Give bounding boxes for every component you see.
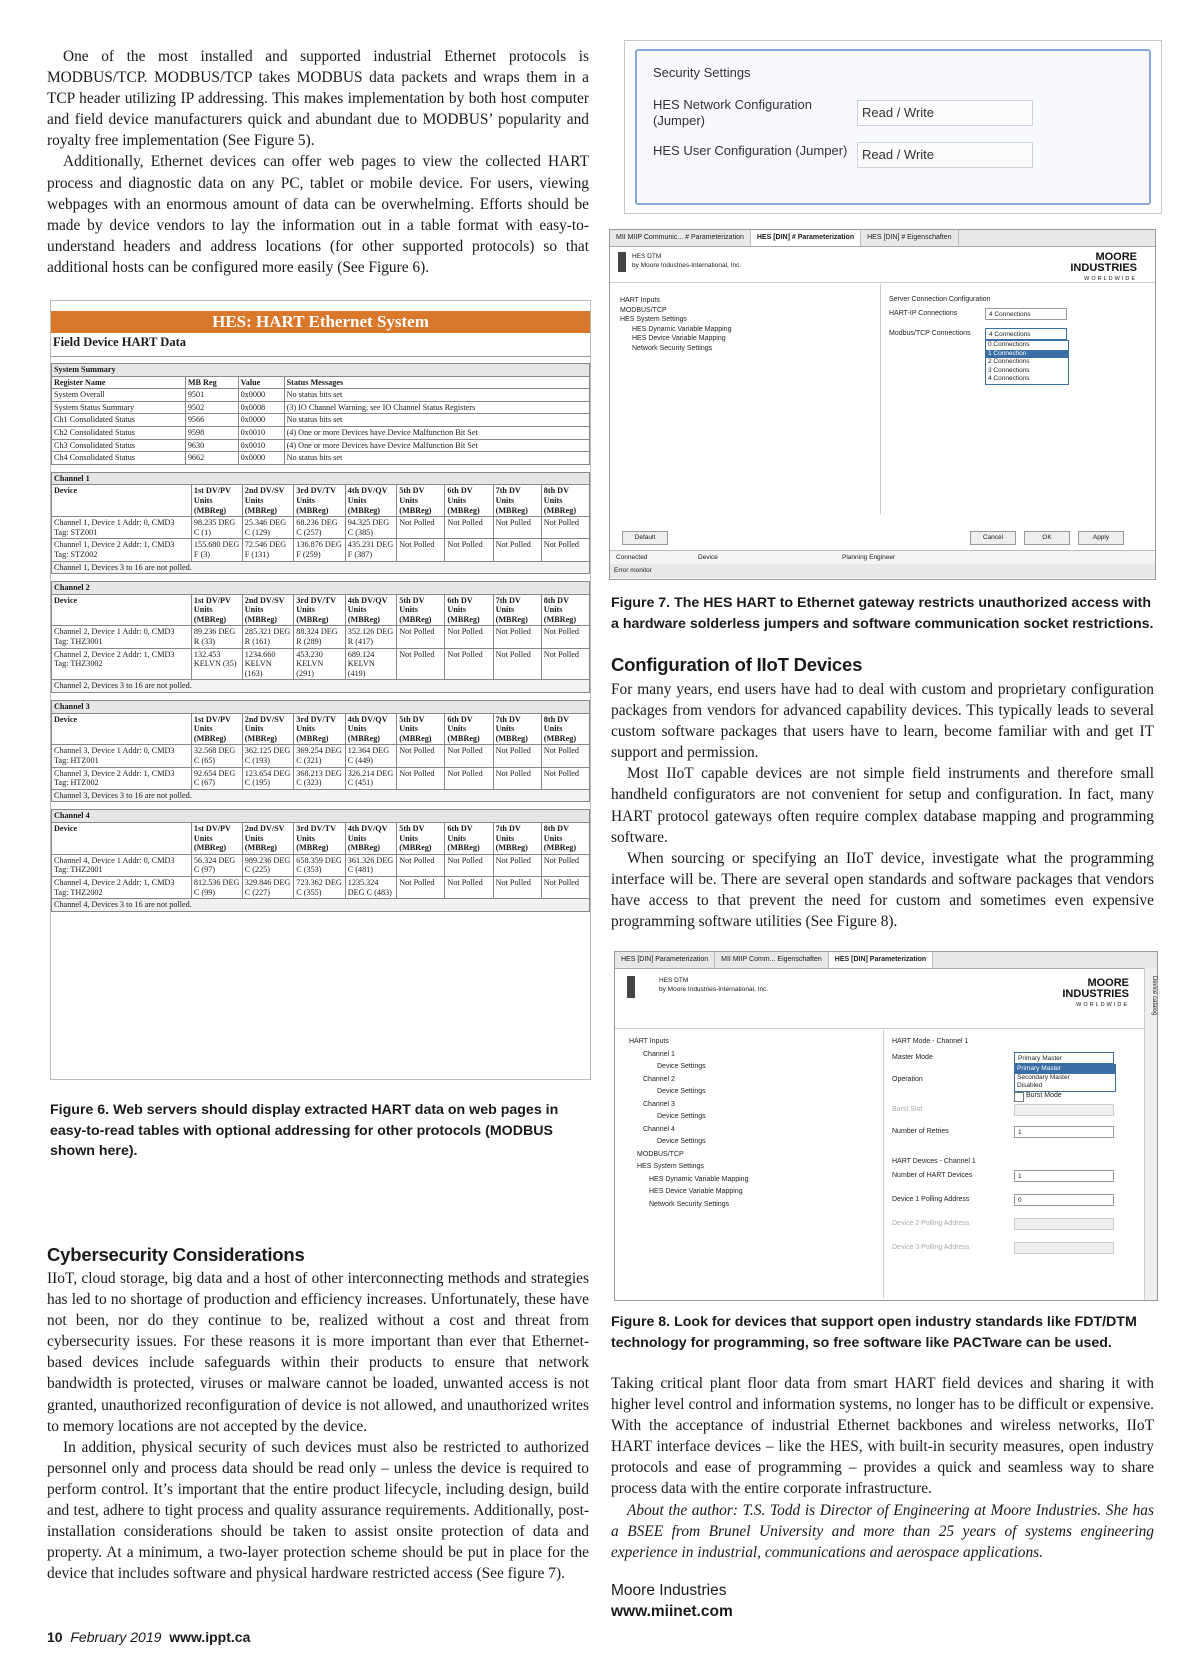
network-config-label: HES Network Configuration (Jumper): [653, 97, 812, 128]
apply-button[interactable]: Apply: [1078, 531, 1124, 545]
table-cell: Not Polled: [541, 539, 589, 561]
column-header: 8th DV Units (MBReg): [541, 822, 589, 854]
table-note: Channel 3, Devices 3 to 16 are not polled.: [52, 789, 590, 802]
table-cell: Not Polled: [397, 745, 445, 767]
tab-mii-eigenschaften[interactable]: MII MIIP Comm... Eigenschaften: [715, 952, 829, 968]
table-cell: 812.536 DEG C (99): [191, 876, 242, 898]
tree-item[interactable]: HES System Settings: [620, 316, 687, 324]
table-cell: System Status Summary: [52, 401, 186, 414]
tree-item[interactable]: HART Inputs: [620, 297, 660, 304]
poll2-input: [1014, 1218, 1114, 1230]
column-header: 3rd DV/TV Units (MBReg): [294, 822, 346, 854]
table-cell: 0x0010: [238, 439, 284, 452]
num-devices-label: Number of HART Devices: [892, 1172, 973, 1179]
error-monitor-bar[interactable]: Error monitor: [610, 564, 1155, 578]
table-cell: Not Polled: [445, 626, 493, 648]
paragraph: When sourcing or specifying an IIoT device, investigate what the programming interface will be. There are several open standards and software packages that vendors have access to that prevent the need for custom and sometimes even expensive programming software utilities (See Figure 8).: [611, 849, 1154, 931]
status-connected: Connected: [616, 554, 648, 561]
tab-bar: [615, 952, 1157, 969]
table-banner: HES: HART Ethernet System: [51, 311, 590, 333]
burst-slot-select: [1014, 1104, 1114, 1116]
table-cell: 9630: [185, 439, 238, 452]
table-cell: 362.125 DEG C (193): [242, 745, 294, 767]
table-cell: Ch2 Consolidated Status: [52, 426, 186, 439]
connections-dropdown[interactable]: [985, 340, 1069, 385]
paragraph: In addition, physical security of such devices must also be restricted to authorized personnel only and process data should be read only – unless the device is required to perform control. It’s important that the entire product lifecycle, including design, build and test, adhere to tight process and quality assurance requirements. Additionally, post-installation considerations should be taken to assist onsite protection of data and property. At a minimum, a two-layer protection scheme should be put in place for the device that includes software and physical hardware restricted access (See figure 7).: [47, 1438, 589, 1583]
poll3-input: [1014, 1242, 1114, 1254]
column-header: 1st DV/PV Units (MBReg): [191, 485, 242, 517]
tab-hes-parameterization[interactable]: HES [DIN] # Parameterization: [751, 230, 861, 246]
table-cell: Not Polled: [397, 626, 445, 648]
settings-pane: [880, 284, 1155, 514]
table-cell: Channel 1, Device 2 Addr: 1, CMD3 Tag: STZ002: [52, 539, 192, 561]
table-cell: 0x0008: [238, 401, 284, 414]
table-cell: 285.321 DEG R (161): [242, 626, 294, 648]
paragraph: Additionally, Ethernet devices can offer web pages to view the collected HART process and diagnostic data on any PC, tablet or mobile device. For users, viewing webpages with an enormous amount of data can be overwhelming. Efforts should be made by device vendors to lay the information out in a table format with easy-to-understand headers and address locations (for other supported protocols) so that additional hosts can be configured more easily (See Figure 6).: [47, 153, 589, 276]
caption-text: Figure 7. The HES HART to Ethernet gateway restricts unauthorized access with a hardware solderless jumpers and software communication socket restrictions.: [611, 595, 1154, 632]
column-header: Device: [52, 485, 192, 517]
tree-item[interactable]: Device Settings: [657, 1063, 706, 1070]
paragraph: Most IIoT capable devices are not simple field instruments and therefore small handheld configurators are not convenient for setup and configuration. In fact, many HART protocol gateways often require complex database mapping and programming software.: [611, 765, 1154, 846]
page-number: 10: [47, 1629, 63, 1645]
table-cell: System Overall: [52, 389, 186, 402]
tree-item[interactable]: HES Dynamic Variable Mapping: [632, 325, 732, 333]
table-cell: 88.324 DEG R (289): [294, 626, 346, 648]
column-header: Device: [52, 594, 192, 626]
burst-mode-label: Burst Mode: [1026, 1092, 1062, 1099]
poll2-label: Device 2 Polling Address: [892, 1220, 970, 1227]
section-title: Channel 1: [52, 472, 590, 485]
table-cell: Not Polled: [493, 876, 541, 898]
channel-table: [51, 809, 590, 911]
status-role: Planning Engineer: [842, 554, 896, 561]
tree-item[interactable]: HART Inputs: [629, 1038, 669, 1045]
column-header: 3rd DV/TV Units (MBReg): [294, 485, 346, 517]
num-devices-select[interactable]: 1: [1014, 1170, 1114, 1182]
column-header: 1st DV/PV Units (MBReg): [191, 713, 242, 745]
security-settings-panel: [635, 49, 1151, 205]
table-cell: 0x0010: [238, 426, 284, 439]
dtm-vendor: by Moore Industries-International, Inc.: [659, 986, 769, 993]
burst-mode-checkbox[interactable]: [1014, 1092, 1024, 1102]
table-cell: 326.214 DEG C (451): [345, 767, 397, 789]
dropdown-option[interactable]: Secondary Master: [1017, 1073, 1070, 1081]
settings-pane: [883, 1030, 1143, 1298]
column-header: 2nd DV/SV Units (MBReg): [242, 485, 294, 517]
table-note: Channel 1, Devices 3 to 16 are not polled.: [52, 561, 590, 574]
table-cell: 123.654 DEG C (195): [242, 767, 294, 789]
table-cell: 56.324 DEG C (97): [191, 854, 242, 876]
table-cell: Not Polled: [541, 854, 589, 876]
device-catalog-sidebar[interactable]: Device catalog: [1144, 968, 1157, 1300]
logo-line-3: WORLDWIDE: [1076, 1002, 1129, 1008]
channel-table: [51, 581, 590, 693]
table-cell: 9598: [185, 426, 238, 439]
status-bar: [610, 550, 1155, 565]
table-cell: 92.654 DEG C (67): [191, 767, 242, 789]
table-cell: 689.124 KELVN (419): [345, 648, 397, 680]
dropdown-option[interactable]: Primary Master: [1015, 1065, 1115, 1074]
table-row: [52, 426, 590, 439]
column-header: 2nd DV/SV Units (MBReg): [242, 822, 294, 854]
table-note: Channel 2, Devices 3 to 16 are not polled.: [52, 680, 590, 693]
table-row: [52, 517, 590, 539]
table-cell: Not Polled: [541, 648, 589, 680]
table-cell: Not Polled: [493, 626, 541, 648]
table-cell: 94.325 DEG C (385): [345, 517, 397, 539]
dtm-header: [659, 976, 768, 994]
column-header: 4th DV/QV Units (MBReg): [345, 713, 397, 745]
table-cell: Not Polled: [397, 854, 445, 876]
table-row: [52, 876, 590, 898]
table-row: [52, 626, 590, 648]
column-header: Device: [52, 713, 192, 745]
navigation-tree: [620, 296, 731, 354]
cancel-button[interactable]: Cancel: [970, 531, 1016, 545]
table-cell: 1235.324 DEG C (483): [345, 876, 397, 898]
company-website[interactable]: www.miinet.com: [611, 1602, 733, 1620]
column-header: 3rd DV/TV Units (MBReg): [294, 713, 346, 745]
table-note: Channel 4, Devices 3 to 16 are not polled.: [52, 899, 590, 912]
tab-hes-parameterization-active[interactable]: HES [DIN] Parameterization: [829, 952, 933, 968]
table-cell: Channel 3, Device 1 Addr: 0, CMD3 Tag: HTZ001: [52, 745, 192, 767]
table-cell: Ch3 Consolidated Status: [52, 439, 186, 452]
table-row: [52, 854, 590, 876]
paragraph: For many years, end users have had to deal with custom and proprietary configuration packages from vendors for advanced capability devices. This typically leads to several custom software packages that users have to learn, become familiar with and get IT support and permission.: [611, 681, 1154, 762]
company-info: [611, 1580, 1154, 1622]
table-cell: 25.346 DEG C (129): [242, 517, 294, 539]
column-header: 7th DV Units (MBReg): [493, 594, 541, 626]
system-summary-table: [51, 363, 590, 465]
table-cell: Not Polled: [493, 517, 541, 539]
column-header: 7th DV Units (MBReg): [493, 822, 541, 854]
table-cell: 989.236 DEG C (225): [242, 854, 294, 876]
column-header: 8th DV Units (MBReg): [541, 713, 589, 745]
table-cell: No status bits set: [284, 414, 589, 427]
paragraph: IIoT, cloud storage, big data and a host of other interconnecting methods and strategies has led to no shortage of production and efficiency increases. Unfortunately, these have not been, nor do they continue to be, realized without a cost and threat from cybersecurity issues. For these reasons it is more important than ever that Ethernet-based devices include safeguards within their products to ensure that network bandwidth is protected, viruses or malware cannot be loaded, unwanted access is not granted, unauthorized reconfiguration of device is not allowed, and unauthorized writes to memory locations are not accepted by the device.: [47, 1270, 589, 1435]
section-label: Server Connection Configuration: [889, 296, 991, 303]
company-name: Moore Industries: [611, 1581, 727, 1599]
channel-table: [51, 700, 590, 802]
table-row: [52, 745, 590, 767]
table-cell: Not Polled: [445, 767, 493, 789]
table-cell: Not Polled: [445, 517, 493, 539]
table-cell: 72.546 DEG F (131): [242, 539, 294, 561]
moore-logo: [1070, 252, 1137, 285]
poll3-label: Device 3 Polling Address: [892, 1244, 970, 1251]
table-cell: 9566: [185, 414, 238, 427]
column-header: Register Name: [52, 376, 186, 389]
operation-label: Operation: [892, 1076, 923, 1083]
column-header: 1st DV/PV Units (MBReg): [191, 822, 242, 854]
tree-item[interactable]: Device Settings: [657, 1113, 706, 1120]
tree-item[interactable]: HES Device Variable Mapping: [649, 1188, 743, 1195]
tree-item[interactable]: Channel 1: [643, 1050, 675, 1058]
table-cell: (4) One or more Devices have Device Malfunction Bit Set: [284, 439, 589, 452]
dtm-header: [632, 252, 741, 270]
table-cell: 369.254 DEG C (321): [294, 745, 346, 767]
tree-item[interactable]: Network Security Settings: [649, 1200, 730, 1208]
hart-ip-select[interactable]: 4 Connections: [985, 308, 1067, 320]
modbus-label: Modbus/TCP Connections: [889, 330, 971, 337]
cybersecurity-section: [47, 1244, 589, 1584]
table-cell: Channel 4, Device 2 Addr: 1, CMD3 Tag: THZ2002: [52, 876, 192, 898]
column-header: 7th DV Units (MBReg): [493, 713, 541, 745]
table-cell: Not Polled: [493, 767, 541, 789]
device-icon: [627, 976, 635, 998]
figure-6-hart-data-table: [50, 300, 591, 1080]
column-header: 5th DV Units (MBReg): [397, 713, 445, 745]
table-cell: Not Polled: [397, 517, 445, 539]
table-row: [52, 389, 590, 402]
master-mode-select[interactable]: Primary Master: [1014, 1052, 1114, 1064]
dropdown-option[interactable]: 2 Connections: [988, 358, 1030, 365]
section-heading: Configuration of IIoT Devices: [611, 654, 863, 675]
table-cell: 9501: [185, 389, 238, 402]
table-cell: Not Polled: [445, 539, 493, 561]
tab-hes-parameterization[interactable]: HES [DIN] Parameterization: [615, 952, 715, 968]
table-cell: Ch1 Consolidated Status: [52, 414, 186, 427]
caption-text: Figure 8. Look for devices that support open industry standards like FDT/DTM technology for programming, so free software like PACTware can be used.: [611, 1314, 1137, 1351]
dropdown-option[interactable]: 0 Connections: [988, 341, 1030, 348]
figure-7-screenshot: [609, 229, 1156, 580]
user-config-label: HES User Configuration (Jumper): [653, 143, 848, 158]
navigation-tree: [629, 1036, 748, 1211]
mode-title: HART Mode - Channel 1: [892, 1038, 969, 1045]
figure-6-caption: [50, 1100, 590, 1162]
tree-item[interactable]: Device Settings: [657, 1088, 706, 1095]
table-cell: Not Polled: [541, 745, 589, 767]
table-cell: 68.236 DEG C (257): [294, 517, 346, 539]
column-header: 3rd DV/TV Units (MBReg): [294, 594, 346, 626]
table-row: [52, 452, 590, 465]
column-header: Device: [52, 822, 192, 854]
dropdown-option[interactable]: Disabled: [1017, 1082, 1043, 1089]
column-header: Status Messages: [284, 376, 589, 389]
devices-title: HART Devices - Channel 1: [892, 1158, 976, 1165]
table-cell: 0x0000: [238, 414, 284, 427]
tree-item[interactable]: MODBUS/TCP: [637, 1150, 684, 1158]
table-cell: No status bits set: [284, 389, 589, 402]
column-header: 7th DV Units (MBReg): [493, 485, 541, 517]
tree-item[interactable]: Channel 3: [643, 1100, 675, 1108]
column-header: 2nd DV/SV Units (MBReg): [242, 713, 294, 745]
section-title: Channel 3: [52, 701, 590, 714]
tree-item[interactable]: Channel 4: [643, 1125, 675, 1133]
table-cell: 329.846 DEG C (227): [242, 876, 294, 898]
table-cell: Not Polled: [493, 539, 541, 561]
table-cell: Channel 2, Device 1 Addr: 0, CMD3 Tag: THZ3001: [52, 626, 192, 648]
table-cell: 435.231 DEG F (387): [345, 539, 397, 561]
channel-table: [51, 472, 590, 574]
closing-section: [611, 1373, 1154, 1622]
table-cell: Not Polled: [397, 767, 445, 789]
table-row: [52, 539, 590, 561]
table-cell: 89.236 DEG R (33): [191, 626, 242, 648]
tree-item[interactable]: HES Dynamic Variable Mapping: [649, 1175, 749, 1183]
tab-bar: [610, 230, 1155, 247]
dropdown-option[interactable]: 4 Connections: [988, 375, 1030, 382]
moore-logo: [1062, 978, 1129, 1011]
section-title: Channel 4: [52, 810, 590, 823]
network-config-value[interactable]: Read / Write: [857, 100, 1033, 126]
column-header: 4th DV/QV Units (MBReg): [345, 822, 397, 854]
tree-item[interactable]: Channel 2: [643, 1075, 675, 1083]
figure-8-screenshot: [614, 951, 1158, 1301]
tree-item[interactable]: HES Device Variable Mapping: [632, 335, 726, 343]
site-url: www.ippt.ca: [169, 1629, 251, 1645]
table-cell: 12.364 DEG C (449): [345, 745, 397, 767]
table-cell: No status bits set: [284, 452, 589, 465]
figure-7-caption: [611, 593, 1156, 634]
column-header: 6th DV Units (MBReg): [445, 485, 493, 517]
modbus-select[interactable]: 4 Connections: [985, 328, 1067, 340]
table-cell: 453.230 KELVN (291): [294, 648, 346, 680]
dtm-vendor: by Moore Industries-International, Inc.: [632, 262, 742, 269]
tab-mii-parameterization[interactable]: MII MIIP Communic... # Parameterization: [610, 230, 751, 246]
section-title: Channel 2: [52, 582, 590, 595]
retries-select[interactable]: 1: [1014, 1126, 1114, 1138]
table-cell: Not Polled: [541, 626, 589, 648]
logo-line-1: MOORE: [1087, 977, 1129, 989]
tab-hes-eigenschaften[interactable]: HES [DIN] # Eigenschaften: [861, 230, 958, 246]
table-row: [52, 414, 590, 427]
caption-text: Figure 6. Web servers should display extracted HART data on web pages in easy-to-read tables with optional addressing for other protocols (MODBUS shown here).: [50, 1102, 559, 1159]
intro-text: [47, 46, 589, 278]
device-icon: [618, 252, 626, 272]
logo-line-1: MOORE: [1095, 251, 1137, 263]
section-heading: Cybersecurity Considerations: [47, 1244, 305, 1265]
tree-item[interactable]: HES System Settings: [637, 1163, 704, 1170]
panel-title: Security Settings: [653, 65, 751, 80]
dropdown-option[interactable]: 3 Connections: [988, 366, 1030, 374]
figure-8-caption: [611, 1312, 1156, 1353]
column-header: 5th DV Units (MBReg): [397, 822, 445, 854]
ok-button[interactable]: OK: [1024, 531, 1070, 545]
table-cell: Not Polled: [493, 854, 541, 876]
tree-item[interactable]: MODBUS/TCP: [620, 306, 667, 314]
user-config-value[interactable]: Read / Write: [857, 142, 1033, 168]
column-header: 4th DV/QV Units (MBReg): [345, 485, 397, 517]
table-subtitle: Field Device HART Data: [51, 333, 590, 357]
burst-slot-label: Burst Slot: [892, 1106, 923, 1113]
table-cell: 98.235 DEG C (1): [191, 517, 242, 539]
table-cell: 361.326 DEG C (481): [345, 854, 397, 876]
table-cell: Not Polled: [445, 854, 493, 876]
poll1-label: Device 1 Polling Address: [892, 1196, 970, 1203]
poll1-input[interactable]: 0: [1014, 1194, 1114, 1206]
table-cell: 0x0000: [238, 452, 284, 465]
paragraph: One of the most installed and supported industrial Ethernet protocols is MODBUS/TCP. MODBUS/TCP takes MODBUS data packets and wraps them in a TCP header utilizing IP addressing. This makes implementation by both host computer and field device manufacturers quick and abundant due to MODBUS’ popularity and royalty free implementation (See Figure 5).: [47, 48, 589, 150]
logo-line-2: INDUSTRIES: [1070, 262, 1137, 274]
table-row: [52, 439, 590, 452]
table-cell: Not Polled: [445, 648, 493, 680]
logo-line-2: INDUSTRIES: [1062, 988, 1129, 1000]
dropdown-option[interactable]: 1 Connection: [986, 350, 1068, 359]
column-header: 6th DV Units (MBReg): [445, 594, 493, 626]
dtm-name: HES DTM: [632, 253, 662, 260]
dtm-name: HES DTM: [659, 977, 689, 984]
table-cell: Channel 1, Device 1 Addr: 0, CMD3 Tag: STZ001: [52, 517, 192, 539]
table-row: [52, 767, 590, 789]
table-cell: Not Polled: [493, 745, 541, 767]
table-cell: 136.876 DEG F (259): [294, 539, 346, 561]
column-header: 4th DV/QV Units (MBReg): [345, 594, 397, 626]
table-cell: 368.213 DEG C (323): [294, 767, 346, 789]
table-cell: Not Polled: [445, 876, 493, 898]
table-cell: 352.126 DEG R (417): [345, 626, 397, 648]
column-header: 8th DV Units (MBReg): [541, 594, 589, 626]
table-cell: 155.680 DEG F (3): [191, 539, 242, 561]
table-row: [52, 648, 590, 680]
table-cell: Channel 2, Device 2 Addr: 1, CMD3 Tag: THZ3002: [52, 648, 192, 680]
table-cell: 723.362 DEG C (355): [294, 876, 346, 898]
default-button[interactable]: Default: [622, 531, 668, 545]
table-cell: Ch4 Consolidated Status: [52, 452, 186, 465]
retries-label: Number of Retries: [892, 1128, 949, 1135]
master-mode-label: Master Mode: [892, 1054, 933, 1061]
column-header: Value: [238, 376, 284, 389]
tree-item[interactable]: Network Security Settings: [632, 344, 713, 352]
table-cell: (4) One or more Devices have Device Malfunction Bit Set: [284, 426, 589, 439]
table-cell: 32.568 DEG C (65): [191, 745, 242, 767]
status-device: Device: [698, 554, 718, 561]
table-cell: 9502: [185, 401, 238, 414]
table-cell: 9662: [185, 452, 238, 465]
table-cell: Not Polled: [541, 876, 589, 898]
author-note: About the author: T.S. Todd is Director of Engineering at Moore Industries. She has a BSEE from Brunel University and more than 25 years of systems engineering experience in industrial, communications and aerospace applications.: [611, 1501, 1154, 1561]
column-header: 5th DV Units (MBReg): [397, 485, 445, 517]
table-cell: Not Polled: [397, 876, 445, 898]
table-cell: 0x0000: [238, 389, 284, 402]
master-mode-dropdown[interactable]: [1014, 1064, 1116, 1092]
tree-item[interactable]: Device Settings: [657, 1138, 706, 1145]
table-cell: Channel 4, Device 1 Addr: 0, CMD3 Tag: THZ2001: [52, 854, 192, 876]
column-header: 5th DV Units (MBReg): [397, 594, 445, 626]
table-cell: 132.453 KELVN (35): [191, 648, 242, 680]
table-cell: (3) IO Channel Warning, see IO Channel Status Registers: [284, 401, 589, 414]
table-row: [52, 401, 590, 414]
hart-ip-label: HART-IP Connections: [889, 310, 958, 317]
section-title: System Summary: [52, 364, 590, 377]
table-cell: Not Polled: [493, 648, 541, 680]
table-cell: Not Polled: [397, 539, 445, 561]
column-header: 6th DV Units (MBReg): [445, 822, 493, 854]
page-footer: [47, 1629, 250, 1645]
table-cell: Not Polled: [541, 517, 589, 539]
iiot-section: [611, 654, 1154, 932]
issue-date: February 2019: [70, 1629, 162, 1645]
paragraph: Taking critical plant floor data from smart HART field devices and sharing it with higher level control and information systems, no longer has to be difficult or expensive. With the acceptance of industrial Ethernet backbones and wireless networks, IIoT HART interface devices – like the HES, with built-in security measures, open industry protocols and ease of programming – provides a quick and seamless way to share process data with the entire corporate infrastructure.: [611, 1375, 1154, 1498]
column-header: 8th DV Units (MBReg): [541, 485, 589, 517]
table-cell: Channel 3, Device 2 Addr: 1, CMD3 Tag: HTZ002: [52, 767, 192, 789]
table-cell: 1234.660 KELVN (163): [242, 648, 294, 680]
table-cell: 658.359 DEG C (353): [294, 854, 346, 876]
column-header: 1st DV/PV Units (MBReg): [191, 594, 242, 626]
security-settings-screenshot: [624, 40, 1162, 214]
table-cell: Not Polled: [541, 767, 589, 789]
table-cell: Not Polled: [445, 745, 493, 767]
column-header: 2nd DV/SV Units (MBReg): [242, 594, 294, 626]
column-header: 6th DV Units (MBReg): [445, 713, 493, 745]
column-header: MB Reg: [185, 376, 238, 389]
table-cell: Not Polled: [397, 648, 445, 680]
logo-line-3: WORLDWIDE: [1084, 276, 1137, 282]
